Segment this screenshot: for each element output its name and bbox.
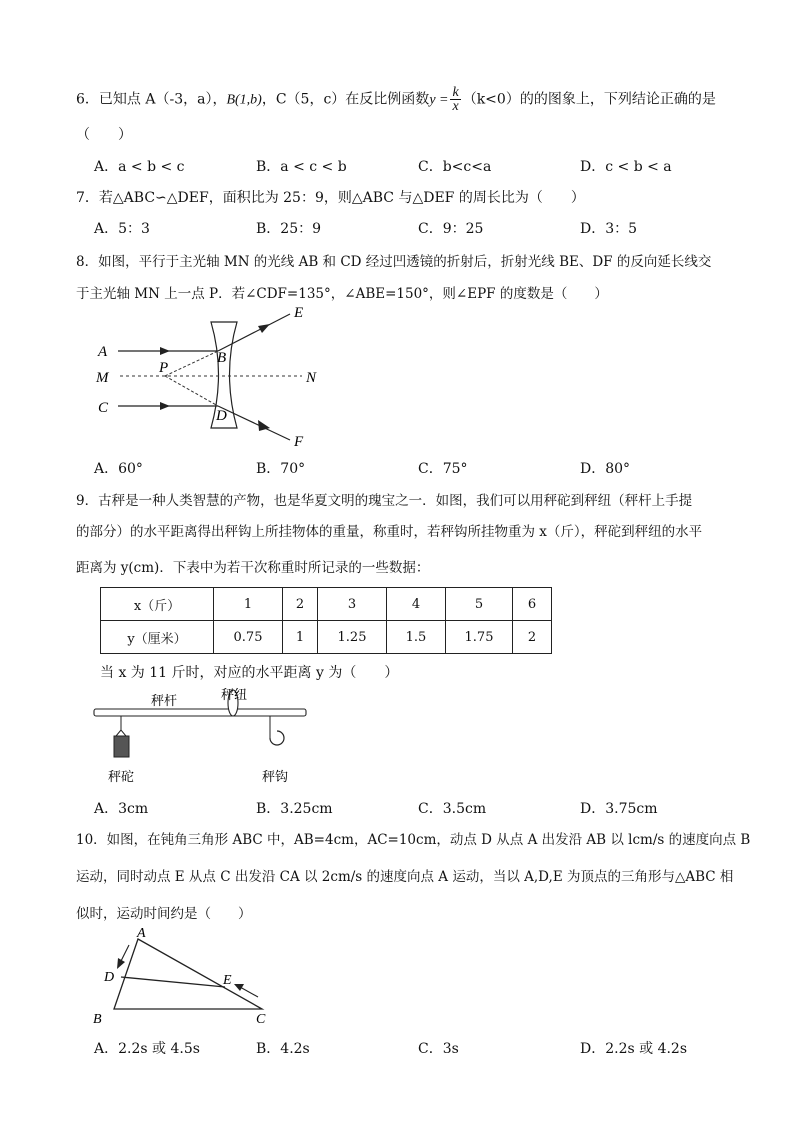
q6-option-b[interactable]: B．a < c < b bbox=[256, 159, 347, 175]
label-N: N bbox=[306, 370, 317, 386]
label-knob: 秤纽 bbox=[221, 687, 248, 702]
label-E: E bbox=[294, 305, 304, 321]
q10-stem-line3: 似时，运动时间约是（ ） bbox=[76, 906, 252, 922]
table-cell: 1 bbox=[283, 621, 318, 654]
label-D: D bbox=[104, 970, 115, 985]
q8-option-b[interactable]: B．70° bbox=[256, 461, 306, 477]
hook-shape bbox=[270, 731, 284, 745]
label-hook: 秤钩 bbox=[262, 769, 289, 784]
q6-stem-c: （k<0）的的图象上，下列结论正确的是 bbox=[462, 91, 716, 108]
label-A: A bbox=[98, 344, 108, 360]
q6-option-d[interactable]: D．c < b < a bbox=[580, 159, 672, 175]
q6-answer-paren: （ ） bbox=[76, 127, 132, 143]
q7-option-c[interactable]: C．9：25 bbox=[418, 221, 484, 237]
table-cell: 1.25 bbox=[318, 621, 387, 654]
table-cell: 2 bbox=[283, 588, 318, 621]
table-cell: 3 bbox=[318, 588, 387, 621]
q9-stem-line3: 距离为 y(cm)．下表中为若干次称重时所记录的一些数据： bbox=[76, 560, 430, 576]
table-cell: 1.5 bbox=[387, 621, 446, 654]
q6-fraction bbox=[450, 86, 460, 113]
label-F: F bbox=[294, 434, 304, 450]
q9-option-d[interactable]: D．3.75cm bbox=[580, 801, 658, 817]
q9-question: 当 x 为 11 斤时，对应的水平距离 y 为（ ） bbox=[100, 665, 399, 681]
label-M: M bbox=[96, 370, 109, 386]
q10-option-b[interactable]: B．4.2s bbox=[256, 1041, 310, 1057]
table-cell: 0.75 bbox=[214, 621, 283, 654]
q10-triangle-figure bbox=[88, 925, 288, 1030]
label-weight: 秤砣 bbox=[108, 769, 135, 784]
q6-stem-b: ，C（5，c）在反比例函数 bbox=[261, 91, 430, 108]
q10-option-c[interactable]: C．3s bbox=[418, 1041, 459, 1057]
table-header-y: y（厘米） bbox=[101, 621, 214, 654]
label-B: B bbox=[93, 1012, 102, 1027]
weight-block bbox=[114, 736, 129, 757]
label-rod: 秤杆 bbox=[151, 693, 178, 708]
q9-option-b[interactable]: B．3.25cm bbox=[256, 801, 333, 817]
q8-stem-line1: 8．如图，平行于主光轴 MN 的光线 AB 和 CD 经过凹透镜的折射后，折射光线 BE、DF 的反向延长线交 bbox=[76, 254, 712, 270]
q6-frac-num: k bbox=[452, 85, 459, 100]
q6-stem bbox=[76, 86, 716, 113]
q6-y-eq: y = bbox=[429, 92, 449, 108]
q6-point-b: B(1,b) bbox=[226, 92, 262, 108]
q9-data-table bbox=[100, 587, 552, 654]
q10-stem-line2: 运动，同时动点 E 从点 C 出发沿 CA 以 2cm/s 的速度向点 A 运动，当以 A,D,E 为顶点的三角形与△ABC 相 bbox=[76, 869, 734, 885]
q8-stem-line2: 于主光轴 MN 上一点 P．若∠CDF=135°，∠ABE=150°，则∠EPF 的度数是（ ） bbox=[76, 286, 608, 302]
q6-stem-a: 6．已知点 A（-3，a）， bbox=[76, 91, 227, 108]
q9-option-a[interactable]: A．3cm bbox=[94, 801, 149, 817]
q10-option-a[interactable]: A．2.2s 或 4.5s bbox=[94, 1041, 200, 1057]
q8-lens-figure bbox=[90, 300, 340, 450]
q7-option-d[interactable]: D．3：5 bbox=[580, 221, 638, 237]
q7-option-a[interactable]: A．5：3 bbox=[94, 221, 150, 237]
table-cell: 4 bbox=[387, 588, 446, 621]
q6-option-c[interactable]: C．b<c<a bbox=[418, 159, 492, 175]
table-cell: 1.75 bbox=[446, 621, 513, 654]
q9-stem-line1: 9．古秤是一种人类智慧的产物，也是华夏文明的瑰宝之一．如图，我们可以用秤砣到秤纽（秤杆上手提 bbox=[76, 493, 693, 509]
q7-stem: 7．若△ABC∽△DEF，面积比为 25：9，则△ABC 与△DEF 的周长比为（ ） bbox=[76, 190, 585, 206]
q8-option-c[interactable]: C．75° bbox=[418, 461, 468, 477]
label-E: E bbox=[223, 973, 232, 988]
table-cell: 1 bbox=[214, 588, 283, 621]
q8-option-d[interactable]: D．80° bbox=[580, 461, 631, 477]
q9-steelyard-figure bbox=[88, 685, 328, 795]
steelyard-rod bbox=[94, 709, 306, 716]
label-C: C bbox=[256, 1012, 266, 1027]
label-P: P bbox=[159, 360, 169, 376]
q6-option-a[interactable]: A．a < b < c bbox=[94, 159, 185, 175]
q9-stem-line2: 的部分）的水平距离得出秤钩上所挂物体的重量，称重时，若秤钩所挂物重为 x（斤），秤砣到秤纽的水平 bbox=[76, 524, 703, 540]
triangle-abc bbox=[114, 939, 262, 1009]
label-B: B bbox=[217, 350, 227, 366]
label-A: A bbox=[137, 926, 146, 941]
q6-frac-den: x bbox=[452, 99, 459, 114]
table-cell: 2 bbox=[513, 621, 552, 654]
q10-stem-line1: 10．如图，在钝角三角形 ABC 中，AB=4cm，AC=10cm，动点 D 从点 A 出发沿 AB 以 lcm/s 的速度向点 B bbox=[76, 832, 751, 848]
table-cell: 6 bbox=[513, 588, 552, 621]
table-row bbox=[101, 588, 552, 621]
label-C: C bbox=[98, 400, 109, 416]
segment-de bbox=[121, 977, 225, 987]
table-row bbox=[101, 621, 552, 654]
q8-option-a[interactable]: A．60° bbox=[94, 461, 143, 477]
table-header-x: x（斤） bbox=[101, 588, 214, 621]
q9-option-c[interactable]: C．3.5cm bbox=[418, 801, 487, 817]
q7-option-b[interactable]: B．25：9 bbox=[256, 221, 322, 237]
table-cell: 5 bbox=[446, 588, 513, 621]
q10-option-d[interactable]: D．2.2s 或 4.2s bbox=[580, 1041, 688, 1057]
label-D: D bbox=[216, 408, 227, 424]
